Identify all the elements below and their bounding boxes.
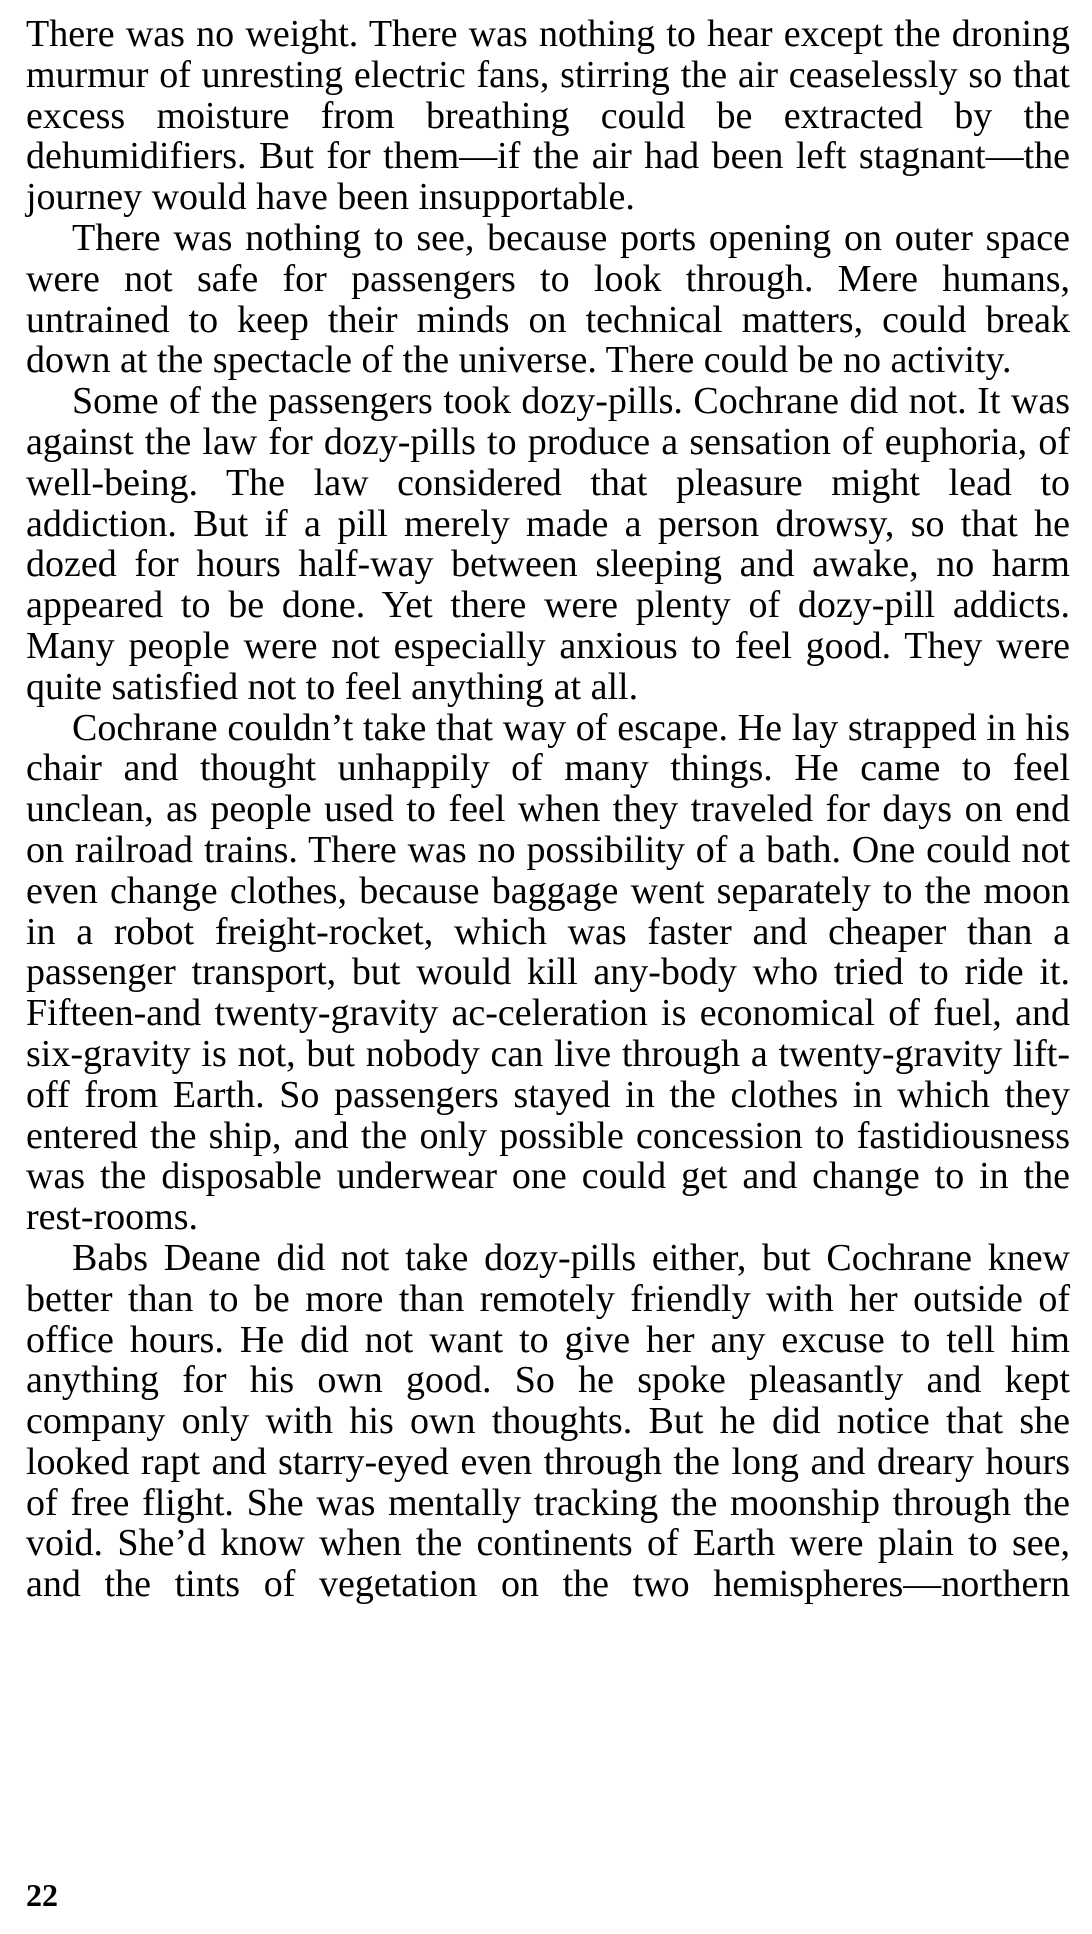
- body-text: [26, 14, 1070, 1605]
- paragraph-babs-deane: Babs Deane did not take dozy-pills either, but Cochrane knew better than to be more than remotely friendly with her outside of office hours. He did not want to give her any excuse to tell him anything for his own good. So he spoke pleasantly and kept company only with his own thoughts. But he did notice that she looked rapt and starry-eyed even through the long and dreary hours of free flight. She was mentally tracking the moonship through the void. She’d know when the continents of Earth were plain to see, and the tints of vegetation on the two hemispheres—northern: [26, 1236, 1070, 1606]
- paragraph-nothing-to-see: There was nothing to see, because ports opening on outer space were not safe for passengers to look through. Mere humans, untrained to keep their minds on technical matters, could break down at the spectacle of the universe. There could be no activity.: [26, 216, 1070, 382]
- paragraph-dozy-pills: Some of the passengers took dozy-pills. Cochrane did not. It was against the law for dozy-pills to produce a sensation of euphoria, of well-being. The law considered that pleasure might lead to addiction. But if a pill merely made a person drowsy, so that he dozed for hours half-way between sleeping and awake, no harm appeared to be done. Yet there were plenty of dozy-pill addicts. Many people were not especially anxious to feel good. They were quite satisfied not to feel anything at all.: [26, 380, 1070, 708]
- paragraph-cochrane-escape: Cochrane couldn’t take that way of escape. He lay strapped in his chair and thought unhappily of many things. He came to feel unclean, as people used to feel when they traveled for days on end on railroad trains. There was no possibility of a bath. One could not even change clothes, because baggage went separately to the moon in a robot freight-rocket, which was faster and cheaper than a passenger transport, but would kill any-body who tried to ride it. Fifteen-and twenty-gravity ac-celeration is economical of fuel, and six-gravity is not, but nobody can live through a twenty-gravity lift-off from Earth. So passengers stayed in the clothes in which they entered the ship, and the only possible concession to fastidiousness was the disposable underwear one could get and change to in the rest-rooms.: [26, 706, 1070, 1239]
- book-page: [26, 14, 1070, 1920]
- paragraph-no-weight: There was no weight. There was nothing to hear except the droning murmur of unresting electric fans, stirring the air ceaselessly so that excess moisture from breathing could be extracted by the dehumidifiers. But for them—if the air had been left stagnant—the journey would have been insupportable.: [26, 13, 1070, 219]
- page-number: 22: [26, 1877, 58, 1913]
